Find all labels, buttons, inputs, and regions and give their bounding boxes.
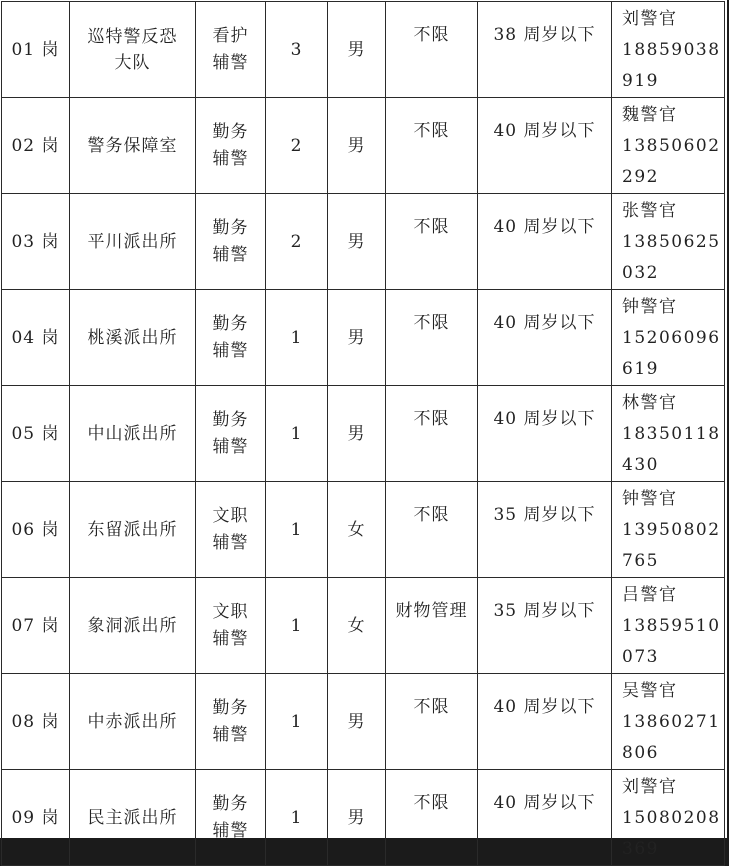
type-cell <box>196 482 266 578</box>
post-cell <box>2 386 70 482</box>
unit-cell <box>70 674 196 770</box>
requirement-cell <box>386 98 478 194</box>
post-code: 03 岗 <box>11 231 60 252</box>
phone-line-2: 032 <box>622 263 659 283</box>
contact-name: 刘警官 <box>622 9 678 29</box>
gender-cell <box>328 290 386 386</box>
post-code: 04 岗 <box>11 327 60 348</box>
age-limit: 40 周岁以下 <box>493 217 596 237</box>
type-cell <box>196 386 266 482</box>
age-limit: 40 周岁以下 <box>493 121 596 141</box>
requirement-cell <box>386 194 478 290</box>
age-cell <box>478 482 612 578</box>
contact-name: 魏警官 <box>622 105 678 125</box>
contact-name: 林警官 <box>622 393 678 413</box>
contact-name: 张警官 <box>622 201 678 221</box>
unit-name: 东留派出所 <box>87 519 178 540</box>
unit-cell <box>70 386 196 482</box>
recruitment-table <box>1 1 725 866</box>
gender: 男 <box>347 711 366 732</box>
type-cell <box>196 578 266 674</box>
gender-cell <box>328 386 386 482</box>
post-cell <box>2 770 70 866</box>
requirement: 不限 <box>413 121 450 141</box>
position-type: 勤务 辅警 <box>212 313 249 361</box>
age-limit: 35 周岁以下 <box>493 601 596 621</box>
requirement-cell <box>386 290 478 386</box>
position-type: 勤务 辅警 <box>212 121 249 169</box>
phone-line-2: 430 <box>622 455 659 475</box>
age-limit: 40 周岁以下 <box>493 697 596 717</box>
requirement: 不限 <box>413 409 450 429</box>
gender: 男 <box>347 807 366 828</box>
headcount: 3 <box>290 39 303 60</box>
table-row <box>2 674 725 770</box>
post-code: 07 岗 <box>11 615 60 636</box>
table-row <box>2 2 725 98</box>
post-cell <box>2 290 70 386</box>
headcount: 1 <box>290 807 303 828</box>
type-cell <box>196 98 266 194</box>
gender-cell <box>328 578 386 674</box>
contact-cell <box>612 770 725 866</box>
age-cell <box>478 2 612 98</box>
position-type: 勤务 辅警 <box>212 217 249 265</box>
post-cell <box>2 674 70 770</box>
table-row <box>2 98 725 194</box>
age-cell <box>478 194 612 290</box>
requirement: 不限 <box>413 505 450 525</box>
headcount: 1 <box>290 423 303 444</box>
count-cell <box>266 386 328 482</box>
age-cell <box>478 578 612 674</box>
contact-name: 钟警官 <box>622 489 678 509</box>
requirement: 财物管理 <box>395 601 468 621</box>
contact-cell <box>612 98 725 194</box>
table-row <box>2 578 725 674</box>
requirement: 不限 <box>413 25 450 45</box>
unit-cell <box>70 194 196 290</box>
gender: 男 <box>347 423 366 444</box>
position-type: 勤务 辅警 <box>212 793 249 841</box>
age-limit: 40 周岁以下 <box>493 793 596 813</box>
contact-cell <box>612 194 725 290</box>
position-type: 勤务 辅警 <box>212 409 249 457</box>
contact-cell <box>612 674 725 770</box>
table-row <box>2 770 725 866</box>
phone-line-2: 292 <box>622 167 659 187</box>
gender: 男 <box>347 39 366 60</box>
gender: 男 <box>347 327 366 348</box>
post-code: 02 岗 <box>11 135 60 156</box>
table-row <box>2 386 725 482</box>
requirement: 不限 <box>413 313 450 333</box>
position-type: 文职 辅警 <box>212 505 249 553</box>
type-cell <box>196 290 266 386</box>
phone-line-2: 765 <box>622 551 659 571</box>
count-cell <box>266 482 328 578</box>
post-cell <box>2 2 70 98</box>
requirement: 不限 <box>413 697 450 717</box>
position-type: 勤务 辅警 <box>212 697 249 745</box>
contact-cell <box>612 578 725 674</box>
unit-name: 象洞派出所 <box>87 615 178 636</box>
post-cell <box>2 578 70 674</box>
age-limit: 38 周岁以下 <box>493 25 596 45</box>
type-cell <box>196 194 266 290</box>
gender: 女 <box>347 615 366 636</box>
unit-cell <box>70 98 196 194</box>
age-cell <box>478 290 612 386</box>
count-cell <box>266 98 328 194</box>
phone-line-2: 073 <box>622 647 659 667</box>
phone-line-2: 806 <box>622 743 659 763</box>
unit-name: 中山派出所 <box>87 423 178 444</box>
table-row <box>2 482 725 578</box>
unit-cell <box>70 2 196 98</box>
unit-cell <box>70 482 196 578</box>
gender-cell <box>328 194 386 290</box>
phone-line-1: 15080208 <box>622 808 721 828</box>
count-cell <box>266 770 328 866</box>
requirement-cell <box>386 482 478 578</box>
gender-cell <box>328 674 386 770</box>
contact-cell <box>612 386 725 482</box>
unit-cell <box>70 290 196 386</box>
contact-cell <box>612 482 725 578</box>
unit-cell <box>70 770 196 866</box>
table-row <box>2 194 725 290</box>
unit-name: 民主派出所 <box>87 807 178 828</box>
age-cell <box>478 98 612 194</box>
phone-line-2: 369 <box>622 839 659 859</box>
table-row <box>2 290 725 386</box>
age-cell <box>478 770 612 866</box>
gender-cell <box>328 770 386 866</box>
headcount: 2 <box>290 135 303 156</box>
requirement: 不限 <box>413 793 450 813</box>
phone-line-1: 13860271 <box>622 712 721 732</box>
unit-name: 警务保障室 <box>87 135 178 156</box>
phone-line-1: 15206096 <box>622 328 721 348</box>
count-cell <box>266 674 328 770</box>
post-cell <box>2 194 70 290</box>
post-code: 05 岗 <box>11 423 60 444</box>
position-type: 看护 辅警 <box>212 25 249 73</box>
requirement-cell <box>386 770 478 866</box>
post-code: 01 岗 <box>11 39 60 60</box>
gender-cell <box>328 482 386 578</box>
phone-line-2: 619 <box>622 359 659 379</box>
age-limit: 35 周岁以下 <box>493 505 596 525</box>
count-cell <box>266 290 328 386</box>
unit-cell <box>70 578 196 674</box>
age-limit: 40 周岁以下 <box>493 409 596 429</box>
contact-name: 吕警官 <box>622 585 678 605</box>
post-code: 06 岗 <box>11 519 60 540</box>
age-cell <box>478 674 612 770</box>
count-cell <box>266 194 328 290</box>
headcount: 1 <box>290 519 303 540</box>
headcount: 1 <box>290 615 303 636</box>
contact-cell <box>612 2 725 98</box>
count-cell <box>266 578 328 674</box>
headcount: 1 <box>290 711 303 732</box>
unit-name: 桃溪派出所 <box>87 327 178 348</box>
type-cell <box>196 770 266 866</box>
unit-name: 巡特警反恐 大队 <box>87 26 178 73</box>
post-code: 09 岗 <box>11 807 60 828</box>
phone-line-1: 13850602 <box>622 136 721 156</box>
gender: 女 <box>347 519 366 540</box>
phone-line-1: 13950802 <box>622 520 721 540</box>
post-cell <box>2 482 70 578</box>
unit-name: 平川派出所 <box>87 231 178 252</box>
contact-name: 刘警官 <box>622 777 678 797</box>
contact-name: 吴警官 <box>622 681 678 701</box>
gender-cell <box>328 98 386 194</box>
phone-line-1: 18859038 <box>622 40 721 60</box>
post-code: 08 岗 <box>11 711 60 732</box>
table-body <box>2 2 725 866</box>
gender: 男 <box>347 231 366 252</box>
contact-cell <box>612 290 725 386</box>
requirement: 不限 <box>413 217 450 237</box>
gender-cell <box>328 2 386 98</box>
headcount: 2 <box>290 231 303 252</box>
type-cell <box>196 2 266 98</box>
requirement-cell <box>386 2 478 98</box>
age-limit: 40 周岁以下 <box>493 313 596 333</box>
post-cell <box>2 98 70 194</box>
contact-name: 钟警官 <box>622 297 678 317</box>
position-type: 文职 辅警 <box>212 601 249 649</box>
type-cell <box>196 674 266 770</box>
count-cell <box>266 2 328 98</box>
headcount: 1 <box>290 327 303 348</box>
gender: 男 <box>347 135 366 156</box>
requirement-cell <box>386 578 478 674</box>
age-cell <box>478 386 612 482</box>
requirement-cell <box>386 674 478 770</box>
phone-line-2: 919 <box>622 71 659 91</box>
phone-line-1: 18350118 <box>622 424 721 444</box>
phone-line-1: 13850625 <box>622 232 721 252</box>
requirement-cell <box>386 386 478 482</box>
phone-line-1: 13859510 <box>622 616 721 636</box>
unit-name: 中赤派出所 <box>87 711 178 732</box>
